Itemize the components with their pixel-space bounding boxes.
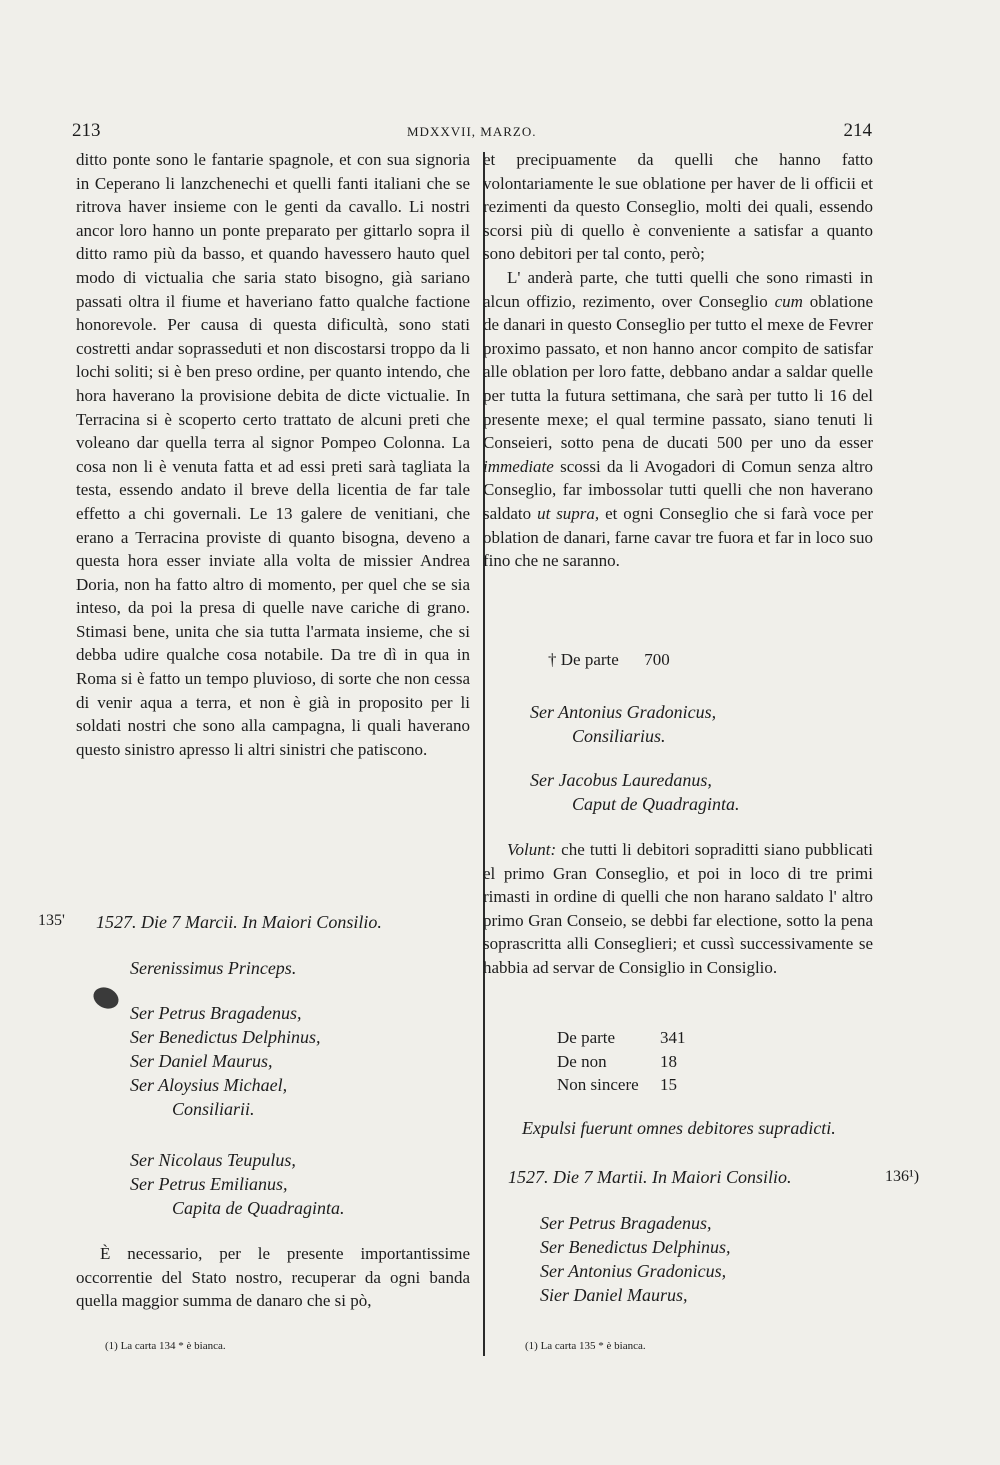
role-consiliarius: Consiliarius. xyxy=(572,726,666,746)
signatory: Ser Petrus Emilianus, xyxy=(130,1174,288,1194)
left-column xyxy=(76,148,470,761)
vote-value: 18 xyxy=(660,1051,677,1071)
vote-row xyxy=(557,1073,686,1097)
right-paragraph-2 xyxy=(483,266,873,573)
ink-blot-icon xyxy=(90,983,122,1012)
text-run: scossi da li Avogadori di Comun senza altro Conseglio, far imbossolar tutti quelli che non haverano saldato xyxy=(483,456,873,523)
vote-row xyxy=(557,1026,686,1050)
signatory: Ser Benedictus Delphinus, xyxy=(540,1237,731,1257)
footnote-right: (1) La carta 135 * è bianca. xyxy=(525,1340,646,1352)
vote-label: De parte xyxy=(557,1028,616,1047)
signatory: Ser Benedictus Delphinus, xyxy=(130,1027,321,1047)
right-column xyxy=(483,148,873,573)
text-run: oblatione de danari in questo Conseglio per tutto el mexe de Fevrer proximo passato, et non hanno ancor compito de satisfar alle oblation per loro fatte, debbano andar a saldar quelle per tutta la futura settimana, che sarà per tutto li 16 del presente mexe; el qual termine passato, siano tenuti li Conseieri, sotto pena de ducati 500 per uno da esser xyxy=(483,291,873,453)
vote-line-1: † De parte 700 xyxy=(548,650,670,669)
margin-number-left: 135' xyxy=(38,912,65,929)
vote-value: 15 xyxy=(660,1075,677,1094)
signatory: Ser Aloysius Michael, xyxy=(130,1075,288,1095)
running-header: MDXXVII, MARZO. xyxy=(407,124,537,139)
vote-label: De non xyxy=(557,1051,607,1071)
left-paragraph-2-wrap xyxy=(76,1242,470,1313)
page-number-left: 213 xyxy=(72,120,101,141)
signatory: Ser Antonius Gradonicus, xyxy=(540,1261,727,1281)
left-paragraph-1: ditto ponte sono le fantarie spagnole, et con sua signoria in Ceperano li lanzchenechi et quelli fanti italiani che se ritrova haver insieme con le genti da cavallo. Li nostri ancor loro hanno un ponte preparato per gittarlo sopra il ditto ramo più da basso, et quando havessero hauto quel modo di victualia che saria stato bisogno, già sariano passati oltra il fiume et haveriano fatto qualche factione honorevole. Per causa di questa dificultà, sono stati costretti andar soprasseduti et non discostarsi troppo da li lochi soliti; si è ben preso ordine, per quanto intendo, che hora haverano la provisione debita de dicte victualie. In Terracina si è scoperto certo trattato de alcuni preti che voleano dar quella terra al signor Pompeo Colonna. La cosa non li è venuta fatta et ad essi preti sarà tagliata la testa, essendo andato il breve della licentia de far tale effetto a chi governali. Le 13 galere de venitiani, che erano a Terracina proviste di quanto bisogna, deveno a questa hora esser inviate alla volta de missier Andrea Doria, non ha fatto altro di momento, per quel che se sia inteso, da poi la presa di quelle nave cariche di grano. Stimasi bene, unita che sia tutta l'armata insieme, che si debba udire qualche cosa notabile. Da tre dì in qua in Roma si è fatto un tempo pluvioso, di sorte che non cessa di venir aqua a terra, et non è già in proposito per li soldati nostri che sono alla campagna, li quali haverano questo sinistro apresso li altri sinistri che patiscono. xyxy=(76,150,470,759)
signatory: Ser Petrus Bragadenus, xyxy=(130,1003,302,1023)
margin-number-right: 136¹) xyxy=(885,1168,920,1185)
text-run: che tutti li debitori sopraditti siano pubblicati el primo Gran Conseglio, et poi in loco di tre primi rimasti in ordine di quelli che non harano saldato l' altro primo Gran Conseio, se debbi far electione, sotto la pena soprascritta alli Conseglieri; et cussì successivamente se habbia ad servar de Consiglio in Consiglio. xyxy=(483,840,873,977)
left-paragraph-2: È necessario, per le presente importantissime occorrentie del Stato nostro, recuperar da ogni banda quella maggior summa de danaro che si pò, xyxy=(76,1244,470,1311)
text-run-italic: cum xyxy=(774,291,803,311)
vote-label: Non sincere xyxy=(557,1075,639,1094)
text-run: et ogni Conseglio che si farà voce per oblation de danari, farne cavar tre fuora et far in loco suo fino che ne saranno. xyxy=(483,503,873,571)
signatory: Ser Petrus Bragadenus, xyxy=(540,1213,712,1233)
right-heading: 1527. Die 7 Martii. In Maiori Consilio. xyxy=(508,1167,792,1187)
right-paragraph-1: et precipuamente da quelli che hanno fatto volontariamente le sue oblatione per haver de li officii et rezimenti da questo Conseglio, molti dei quali, essendo scorsi più di quello è conveniente a satisfar a quanto sono debitori per tal conto, però; xyxy=(483,150,873,264)
signatory: Ser Jacobus Lauredanus, xyxy=(530,770,712,790)
signatory: Sier Daniel Maurus, xyxy=(540,1285,688,1305)
signatory: Ser Nicolaus Teupulus, xyxy=(130,1150,296,1170)
text-run: L' anderà parte, che tutti quelli che sono rimasti in alcun offizio, rezimento, over Conseglio xyxy=(483,267,873,311)
left-heading: 1527. Die 7 Marcii. In Maiori Consilio. xyxy=(96,912,382,932)
role-consiliarii: Consiliarii. xyxy=(172,1099,255,1119)
princeps: Serenissimus Princeps. xyxy=(130,958,297,978)
role-capita: Capita de Quadraginta. xyxy=(172,1198,345,1218)
volunt-label: Volunt: xyxy=(507,840,557,859)
vote-table xyxy=(557,1026,686,1097)
text-run-italic: immediate xyxy=(483,456,554,476)
signatory: Ser Daniel Maurus, xyxy=(130,1051,273,1071)
volunt-paragraph xyxy=(483,838,873,980)
volunt-wrap xyxy=(483,838,873,980)
text-run-italic: ut supra, xyxy=(537,503,600,523)
vote-row xyxy=(557,1050,686,1074)
page-number-right: 214 xyxy=(843,120,872,141)
expulsi-line: Expulsi fuerunt omnes debitores supradicti. xyxy=(522,1118,836,1138)
footnote-left: (1) La carta 134 * è bianca. xyxy=(105,1340,226,1352)
vote-value: 341 xyxy=(660,1028,686,1047)
signatory: Ser Antonius Gradonicus, xyxy=(530,702,717,722)
role-caput: Caput de Quadraginta. xyxy=(572,794,740,814)
